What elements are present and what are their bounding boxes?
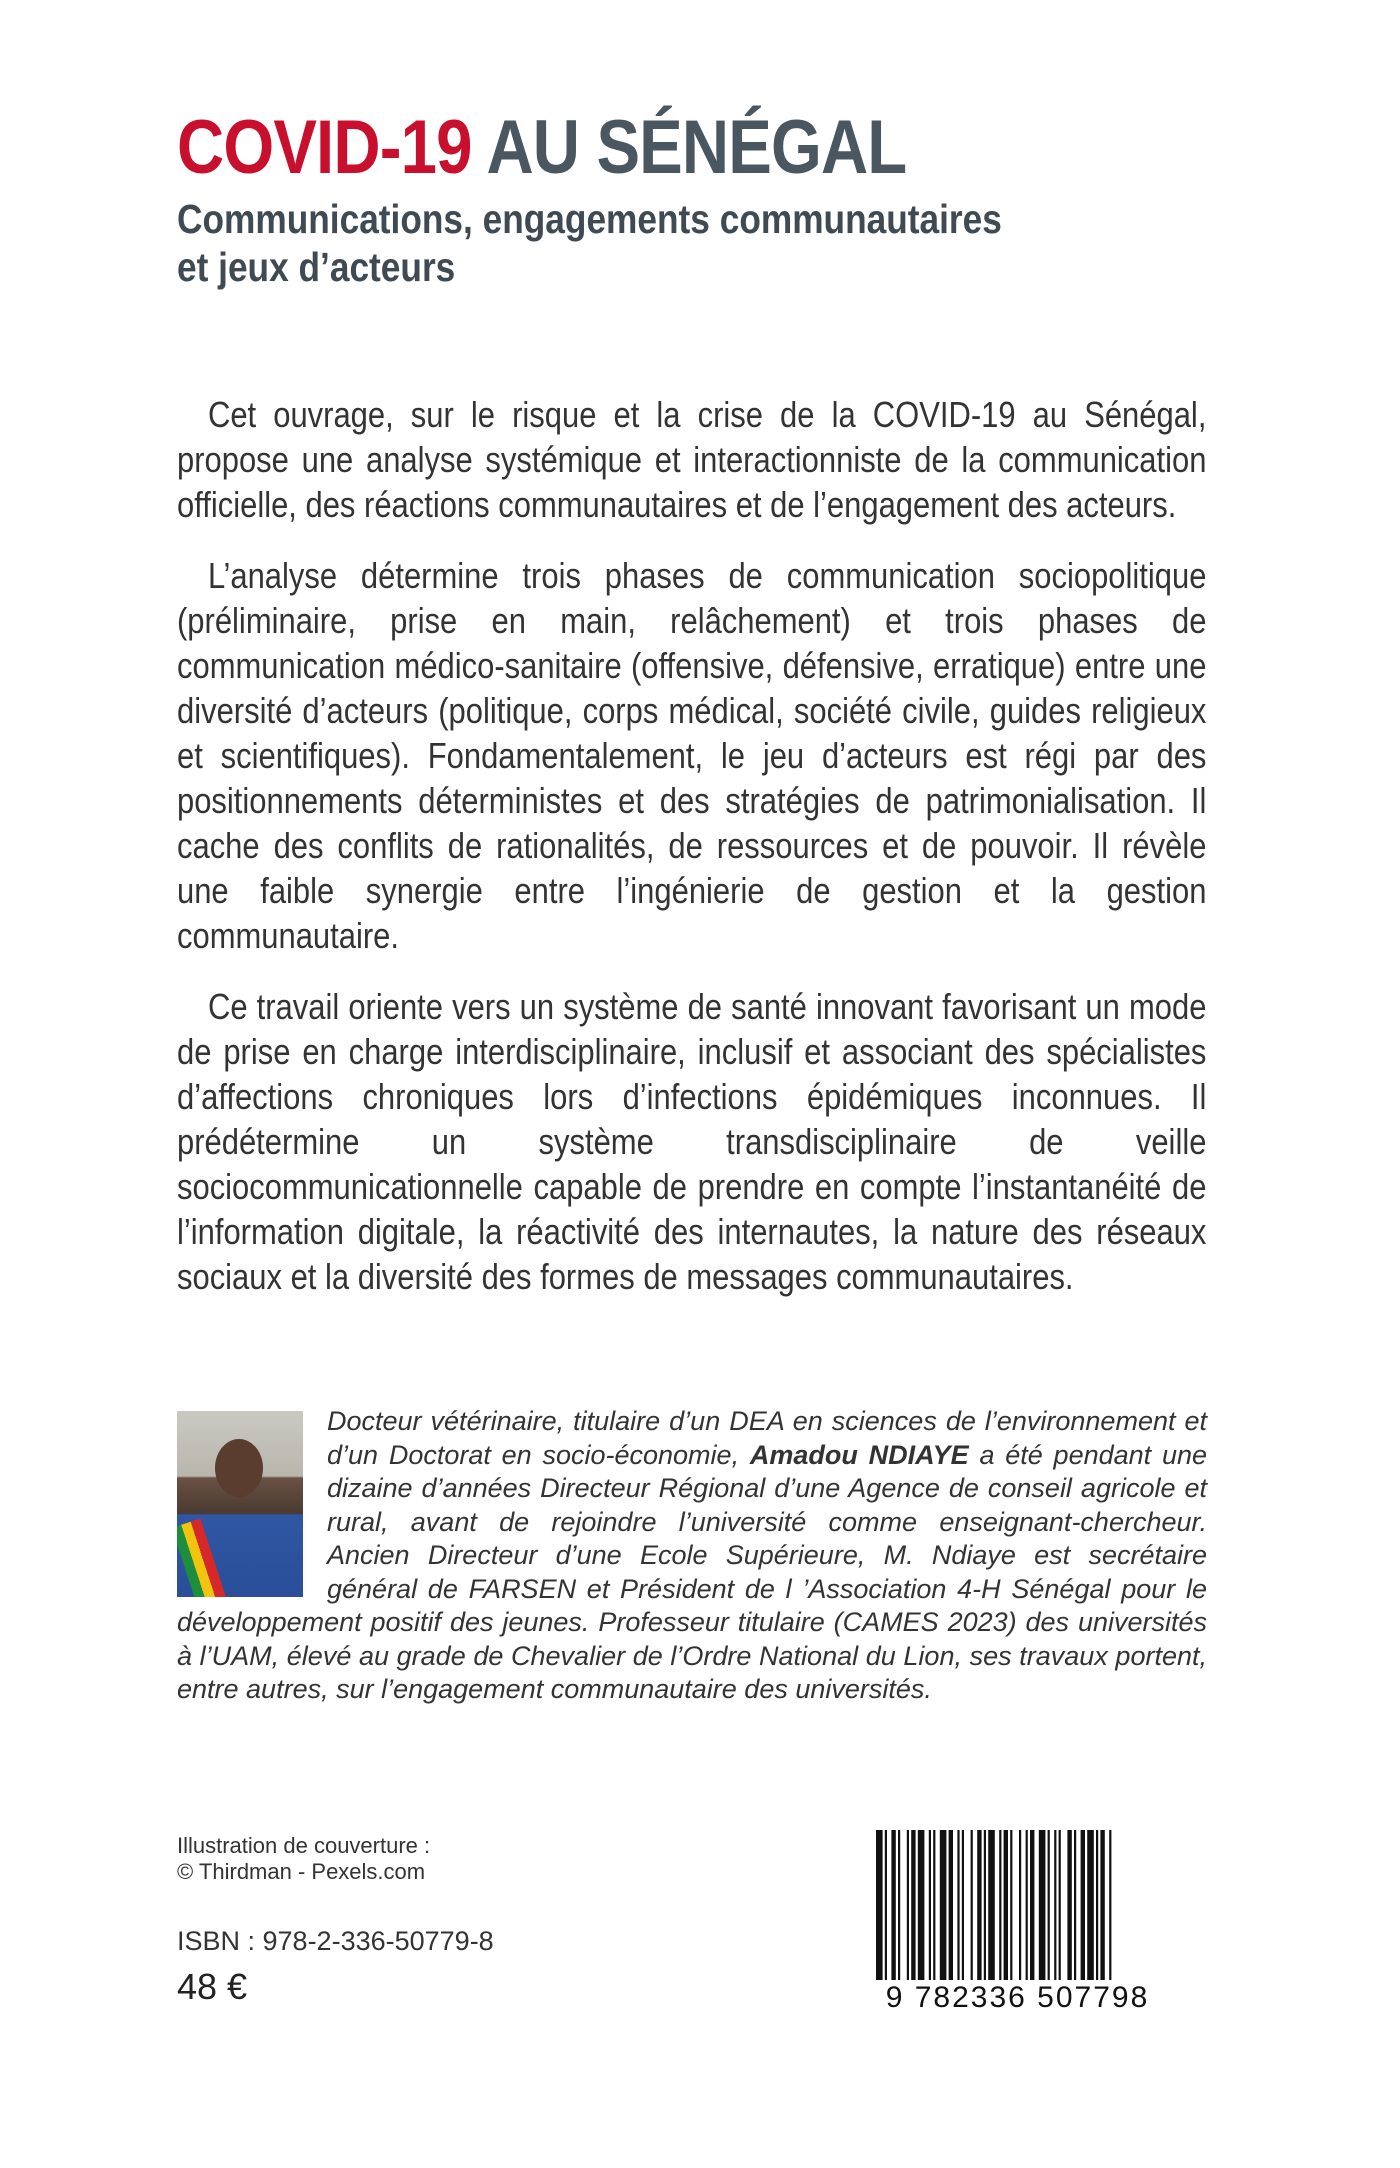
barcode-bar xyxy=(957,1830,959,1998)
title-covid: COVID-19 xyxy=(177,105,472,190)
barcode-bar xyxy=(988,1830,995,1998)
blurb-paragraph-2: L’analyse détermine trois phases de communication sociopolitique (préliminaire, prise en main, relâchement) et trois phases de communication médico-sanitaire (offensive, défensive, erratique) entre une diversité d’acteurs (politique, corps médical, société civile, guides religieux et scientifiques). Fondamentalement, le jeu d’acteurs est régi par des positionnements déterministes et des stratégies de patrimonialisation. Il cache des conflits de rationalités, de ressources et de pouvoir. Il révèle une faible synergie entre l’ingénierie de gestion et la gestion communautaire. xyxy=(177,555,1207,956)
barcode-bar xyxy=(999,1830,1001,1998)
barcode-bar xyxy=(1074,1830,1076,1998)
barcode-bar xyxy=(1030,1830,1034,1998)
barcode-bar xyxy=(1059,1830,1061,1998)
barcode-bar xyxy=(876,1830,883,1998)
barcode-bar xyxy=(885,1830,887,1998)
barcode-bar xyxy=(1048,1830,1050,1998)
credits-line-2: © Thirdman - Pexels.com xyxy=(177,1859,426,1884)
barcode-bar xyxy=(891,1830,895,1998)
book-blurb xyxy=(177,392,1207,1325)
barcode-bar xyxy=(898,1830,900,1998)
book-title xyxy=(177,105,1089,190)
author-bio xyxy=(177,1405,1207,1707)
subtitle-line-2: et jeux d’acteurs xyxy=(177,243,456,290)
barcode-bar xyxy=(977,1830,981,1998)
barcode-bar xyxy=(907,1830,909,1998)
author-bio-intro: Docteur vétérinaire, titulaire d’un DEA en sciences de l’environnement et d’un Doctorat en socio-économie, xyxy=(327,1406,1207,1470)
author-section xyxy=(177,1405,1207,1707)
isbn: ISBN : 978-2-336-50779-8 xyxy=(177,1926,494,1956)
blurb-paragraph-3: Ce travail oriente vers un système de santé innovant favorisant un mode de prise en charge interdisciplinaire, inclusif et associant des spécialistes d’affections chroniques lors d’infections épidémiques inconnues. Il prédétermine un système transdisciplinaire de veille sociocommunicationnelle capable de prendre en compte l’instantanéité de l’information digitale, la réactivité des internautes, la nature des réseaux sociaux et la diversité des formes de messages communautaires. xyxy=(177,986,1207,1297)
price: 48 € xyxy=(177,1966,248,2007)
barcode-bar xyxy=(940,1830,947,1998)
book-subtitle xyxy=(177,196,1192,292)
barcode-bar xyxy=(911,1830,915,1998)
barcode-bar xyxy=(1109,1830,1111,1998)
author-sash xyxy=(177,1519,228,1597)
barcode-bar xyxy=(1081,1830,1085,1998)
barcode-bar xyxy=(1054,1830,1056,1998)
barcode-bar xyxy=(918,1830,925,1998)
barcode-bar xyxy=(929,1830,931,1998)
title-senegal: AU SÉNÉGAL xyxy=(486,105,907,190)
barcode-bar xyxy=(1019,1830,1021,1998)
barcode-bar xyxy=(1010,1830,1012,1998)
barcode-bar xyxy=(1087,1830,1094,1998)
blurb-paragraph-1: Cet ouvrage, sur le risque et la crise de la COVID-19 au Sénégal, propose une analyse systémique et interactionniste de la communication officielle, des réactions communautaires et de l’engagement des acteurs. xyxy=(177,394,1207,525)
author-name: Amadou NDIAYE xyxy=(749,1439,969,1470)
barcode-bar xyxy=(1067,1830,1071,1998)
barcode-bar xyxy=(1039,1830,1046,1998)
barcode-bar xyxy=(962,1830,964,1998)
title-block xyxy=(177,105,1237,292)
barcode-bar xyxy=(1004,1830,1008,1998)
barcode-bar xyxy=(949,1830,953,1998)
author-bio-rest: a été pendant une dizaine d’années Directeur Régional d’une Agence de conseil agricole et rural, avant de rejoindre l’université comme enseignant-chercheur. Ancien Directeur d’une Ecole Supérieure, M. Ndiaye est secrétaire général de FARSEN et Président de l ’Association 4-H Sénégal pour le développement positif des jeunes. Professeur titulaire (CAMES 2023) des universités à l’UAM, élevé au grade de Chevalier de l’Ordre National du Lion, ses travaux portent, entre autres, sur l’engagement communautaire des universités. xyxy=(177,1439,1207,1704)
barcode-bar xyxy=(984,1830,986,1998)
barcode xyxy=(860,1830,1175,2016)
author-face xyxy=(215,1439,263,1497)
subtitle-line-1: Communications, engagements communautaires xyxy=(177,195,1002,242)
barcode-digits: 9 782336 507798 xyxy=(860,1980,1175,2016)
barcode-bar xyxy=(971,1830,973,1998)
barcode-bar xyxy=(1026,1830,1028,1998)
barcode-bar xyxy=(1096,1830,1098,1998)
barcode-bar xyxy=(1100,1830,1104,1998)
author-photo xyxy=(177,1411,303,1597)
cover-credits xyxy=(177,1833,430,1885)
barcode-bar xyxy=(933,1830,935,1998)
credits-line-1: Illustration de couverture : xyxy=(177,1833,431,1858)
